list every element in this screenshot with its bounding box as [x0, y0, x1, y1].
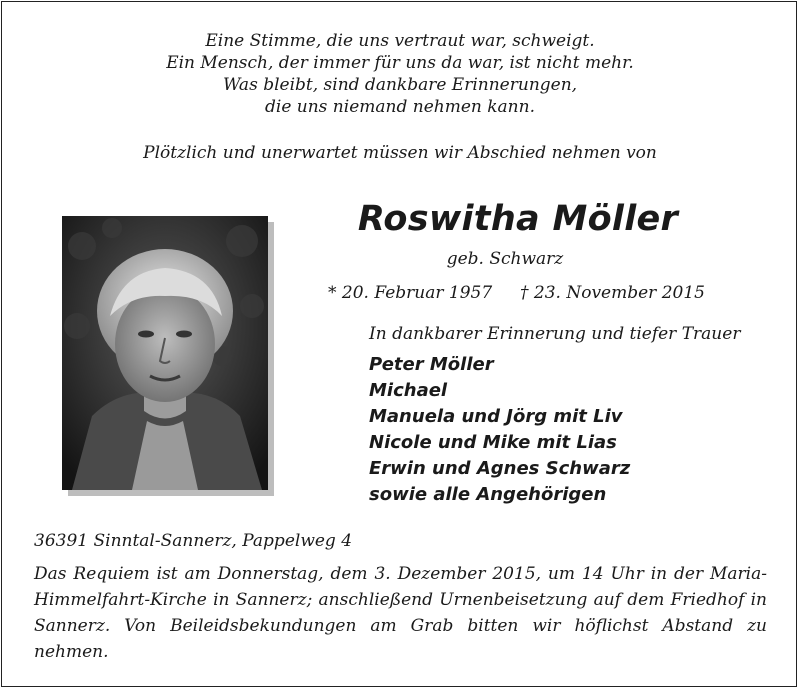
- funeral-notice: Das Requiem ist am Donnerstag, dem 3. Dezember 2015, um 14 Uhr in der Maria-Himmelfahrt-Kirche in Sannerz; anschließend Urnenbeisetzung auf dem Friedhof in Sannerz. Von Beileidsbekundungen am Grab bitten wir höflichst Abstand zu nehmen.: [34, 564, 767, 662]
- birth-date: * 20. Februar 1957: [328, 283, 493, 303]
- deceased-name: Roswitha Möller: [357, 199, 679, 239]
- family-member: Nicole und Mike mit Lias: [369, 432, 617, 453]
- family-list: [369, 352, 630, 508]
- family-member: sowie alle Angehörigen: [369, 484, 607, 505]
- family-member: Peter Möller: [369, 354, 494, 375]
- poem-line: die uns niemand nehmen kann.: [265, 97, 535, 117]
- family-member: Erwin und Agnes Schwarz: [369, 458, 631, 479]
- family-member: Michael: [369, 380, 448, 401]
- mourning-line: In dankbarer Erinnerung und tiefer Trauer: [369, 324, 741, 344]
- address: 36391 Sinntal-Sannerz, Pappelweg 4: [34, 531, 353, 551]
- family-member: Manuela und Jörg mit Liv: [369, 406, 623, 427]
- poem-line: Was bleibt, sind dankbare Erinnerungen,: [222, 75, 578, 95]
- poem-line: Eine Stimme, die uns vertraut war, schweigt.: [205, 31, 595, 51]
- birth-name: geb. Schwarz: [446, 249, 564, 269]
- intro-text: Plötzlich und unerwartet müssen wir Abschied nehmen von: [143, 143, 657, 163]
- poem-line: Ein Mensch, der immer für uns da war, ist nicht mehr.: [166, 53, 634, 73]
- memorial-poem: [0, 30, 800, 118]
- death-date: † 23. November 2015: [520, 283, 705, 303]
